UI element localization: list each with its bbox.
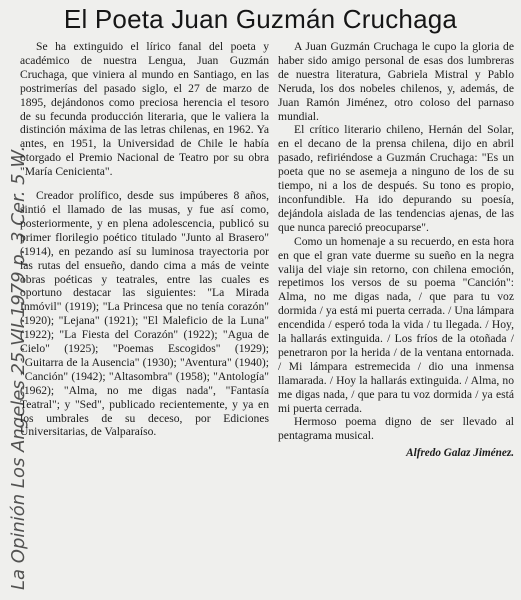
- handwritten-margin-note: La Opinión Los Angeles 25.VII.1979 p. 3 Cer. 5 W.: [8, 145, 29, 590]
- paragraph-critic: El crítico literario chileno, Hernán del Solar, en el decano de la prensa chilena, dijo en abril pasado, refiriéndose a Guzmán Cruchaga: "Es un poeta que no se asemeja a ninguno de los de su tiempo, ni a los de después. Su tono es propio, inconfundible. Ha ido depurando su poesía, dejándola aislada de las tendencias ajenas, de las que nunca pareció preocuparse".: [278, 123, 514, 234]
- right-column: [278, 40, 514, 461]
- paragraph-works: Creador prolífico, desde sus impúberes 8 años, sintió el llamado de las musas, y fue así como, posteriormente, y en plena adolescencia, publicó su primer florilegio poético titulado "Junto al Brasero" (1914), en pezando así su luminosa trayectoria por las rutas del ensueño, dando cima a más de veinte obras poéticas y teatrales, entre las cuales es oportuno destacar las siguientes: "La Mirada Inmóvil" (1919); "La Princesa que no tenía corazón" (1920); "Lejana" (1921); "El Maleficio de la Luna" (1922); "La Fiesta del Corazón" (1922); "Agua de Cielo" (1925); "Poemas Escogidos" (1929); "Guitarra de la Ausencia" (1930); "Aventura" (1940); "Canción" (1942); "Altasombra" (1958); "Antología" (1962); "Alma, no me digas nada", "Fantasía Teatral"; y "Sed", publicado recientemente, y ya en los umbrales de su deceso, por Ediciones Universitarias, de Valparaíso.: [20, 189, 269, 439]
- paragraph-poem: Como un homenaje a su recuerdo, en esta hora en que el gran vate duerme su sueño en la negra valija del viaje sin retorno, con chilena emoción, repetimos los versos de su poema "Canción": Alma, no me digas nada, / que para tu voz dormida / ya está mi puerta cerrada. / Una lámpara encendida / esperó toda la vida / tu llegada. / Hoy, la hallarás extinguida. / Los fríos de la otoñada / penetraron por la herida / de la ventana entornada. / Mi lámpara estremecida / dio una inmensa llamarada. / Hoy la hallarás extinguida. / Alma, no me digas nada, / que para tu voz dormida / ya está mi puerta cerrada.: [278, 234, 514, 415]
- left-column: [20, 40, 269, 439]
- author-signature: Alfredo Galaz Jiménez.: [406, 447, 514, 460]
- paragraph-intro: Se ha extinguido el lírico fanal del poeta y académico de nuestra Lengua, Juan Guzmán Cruchaga, que viniera al mundo en Santiago, en las postrimerías del pasado siglo, el 27 de marzo de 1895, dejándonos como preciosa herencia el tesoro de su fecunda producción literaria, que le valiera la distinción máxima de las letras chilenas, en 1962. Ya antes, en 1951, la Universidad de Chile le había otorgado el Premio Nacional de Teatro por su obra "María Cenicienta".: [20, 40, 269, 179]
- paragraph-friends: A Juan Guzmán Cruchaga le cupo la gloria de haber sido amigo personal de esas dos lumbreras de nuestra literatura, Gabriela Mistral y Pablo Neruda, los dos nobeles chilenos, y, además, de Juan Ramón Jiménez, otro coloso del parnaso mundial.: [278, 40, 514, 123]
- article-title: El Poeta Juan Guzmán Cruchaga: [63, 4, 458, 34]
- paragraph-closing: Hermoso poema digno de ser llevado al pentagrama musical.: [278, 415, 514, 443]
